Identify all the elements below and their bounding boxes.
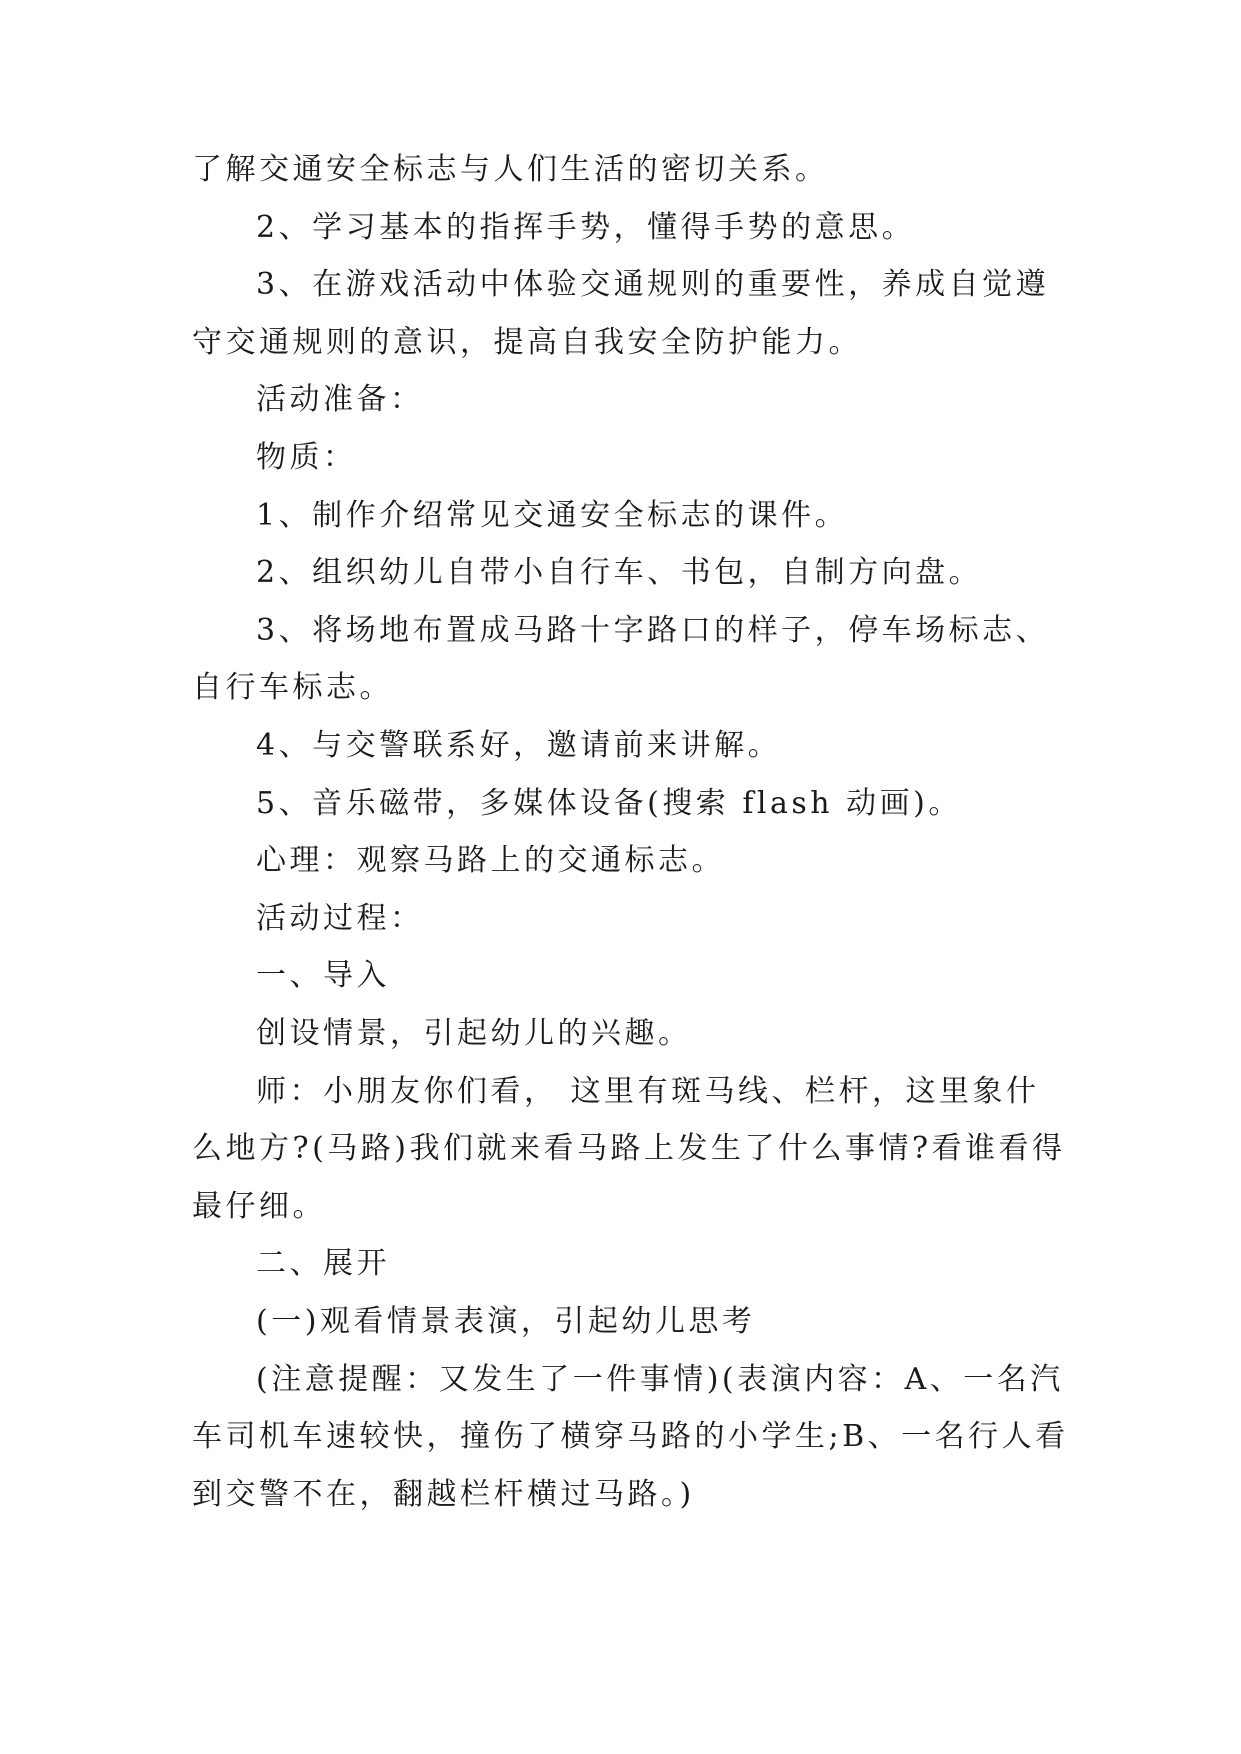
text-line: 物质：: [256, 440, 357, 475]
text-line: 车司机车速较快，撞伤了横穿马路的小学生;B、一名行人看: [192, 1419, 1069, 1455]
text-line: 二、展开: [256, 1246, 390, 1282]
text-line: 5、音乐磁带，多媒体设备(搜索 flash 动画)。: [256, 785, 962, 821]
text-line: 2、组织幼儿自带小自行车、书包，自制方向盘。: [256, 555, 983, 591]
text-line: 一、导入: [256, 958, 390, 994]
text-line: 师：小朋友你们看， 这里有斑马线、栏杆，这里象什: [256, 1073, 1040, 1109]
text-line: 4、与交警联系好，邀请前来讲解。: [256, 728, 782, 763]
text-line: 1、制作介绍常见交通安全标志的课件。: [256, 497, 849, 533]
text-line: 3、将场地布置成马路十字路口的样子，停车场标志、: [256, 612, 1050, 648]
text-line: 活动过程：: [256, 900, 424, 936]
text-line: 么地方?(马路)我们就来看马路上发生了什么事情?看谁看得: [192, 1131, 1066, 1167]
text-line: 活动准备：: [256, 382, 424, 418]
text-line: 最仔细。: [192, 1188, 326, 1224]
text-line: (注意提醒：又发生了一件事情)(表演内容：A、一名汽: [256, 1361, 1064, 1397]
text-line: (一)观看情景表演，引起幼儿思考: [256, 1304, 756, 1339]
text-line: 守交通规则的意识，提高自我安全防护能力。: [192, 324, 862, 360]
text-line: 心理：观察马路上的交通标志。: [256, 843, 725, 879]
text-line: 3、在游戏活动中体验交通规则的重要性，养成自觉遵: [256, 267, 1050, 303]
text-line: 2、学习基本的指挥手势，懂得手势的意思。: [256, 209, 916, 245]
text-line: 到交警不在，翻越栏杆横过马路。): [192, 1476, 695, 1512]
text-line: 创设情景，引起幼儿的兴趣。: [256, 1016, 692, 1051]
text-line: 自行车标志。: [192, 670, 393, 706]
text-line: 了解交通安全标志与人们生活的密切关系。: [192, 152, 829, 187]
